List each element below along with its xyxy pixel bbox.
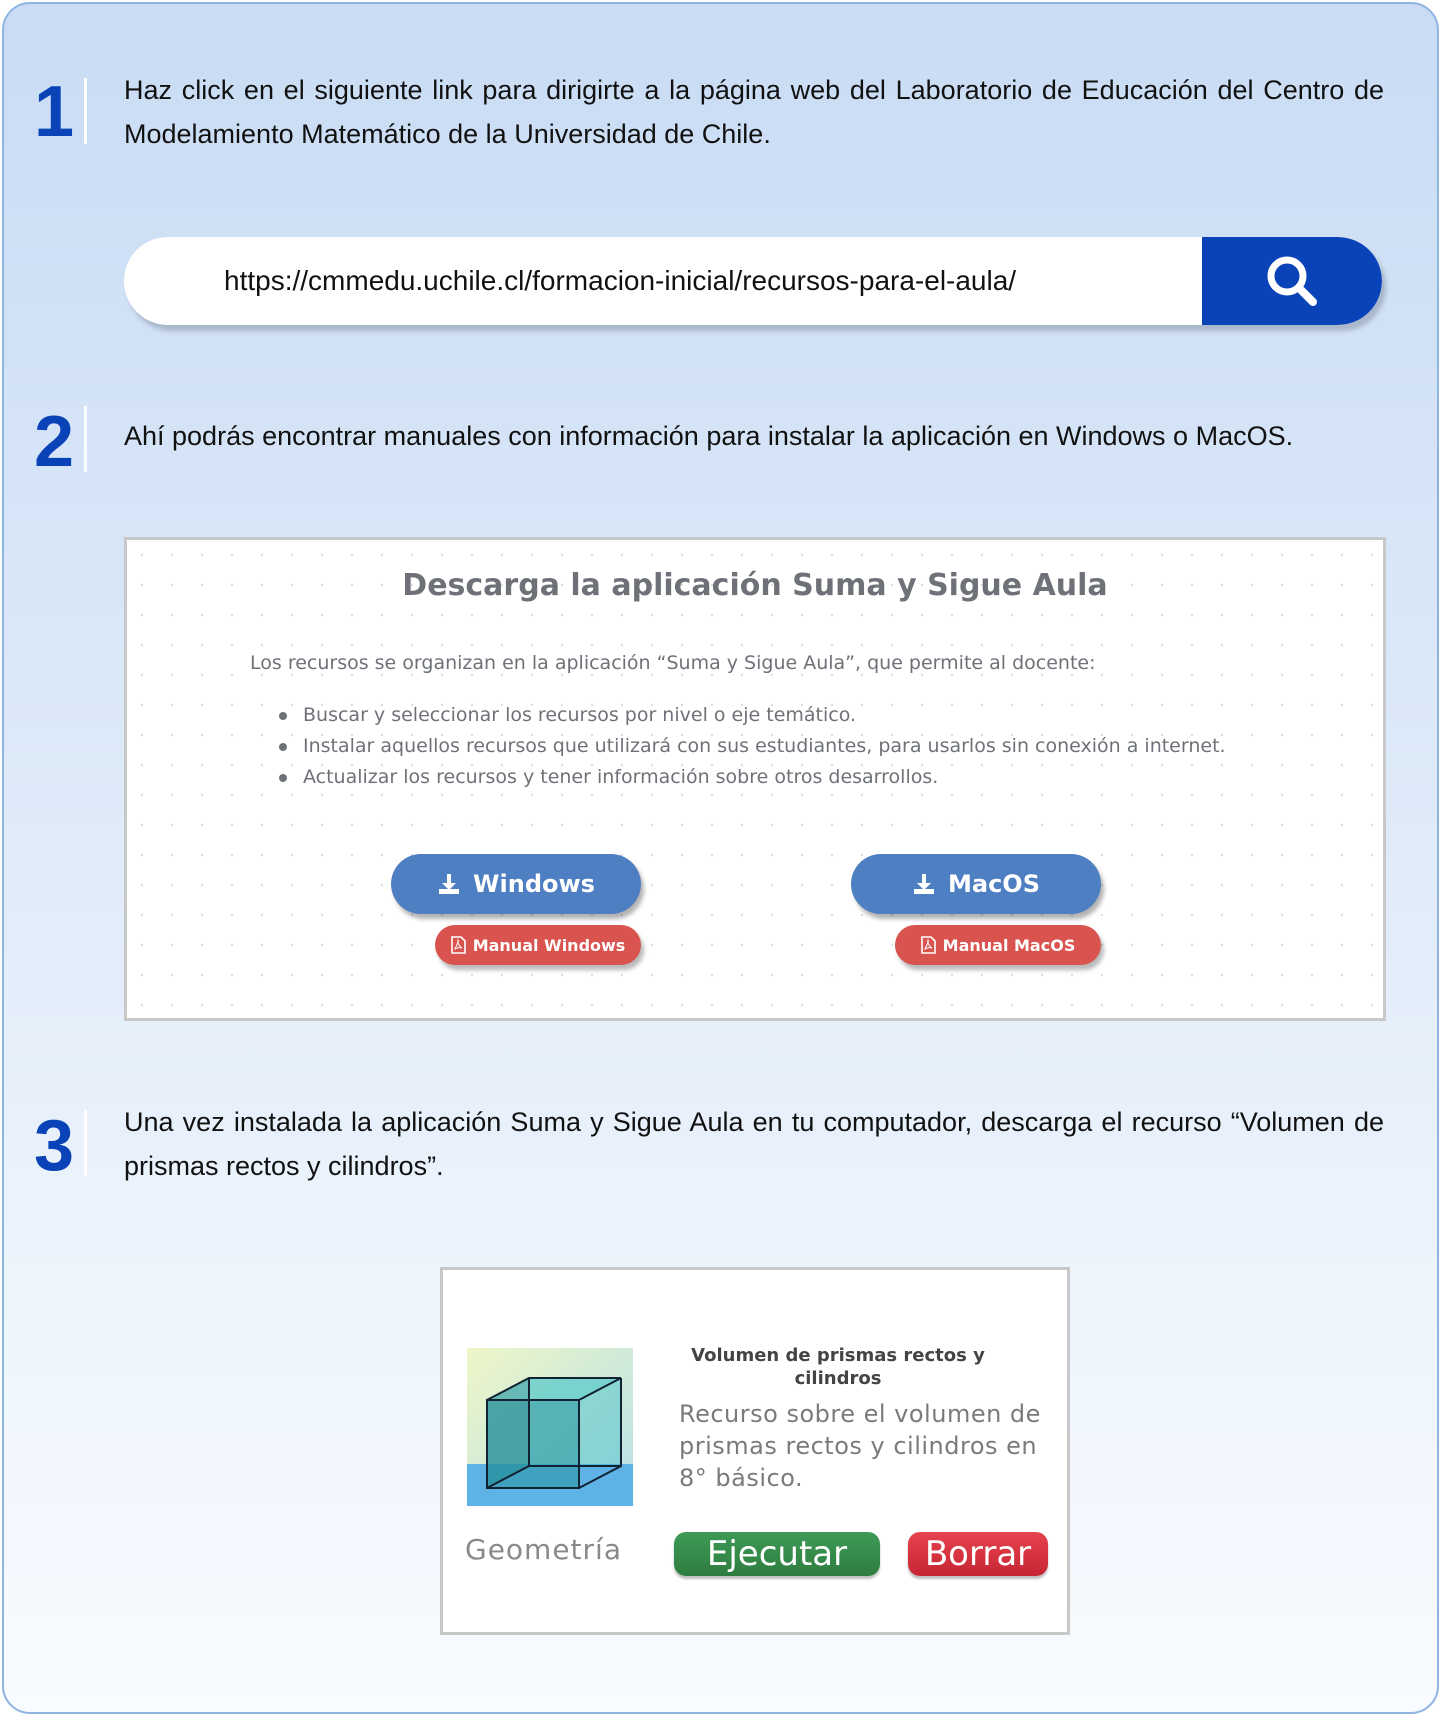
prism-water-icon	[467, 1348, 633, 1506]
step-2-divider	[84, 406, 87, 472]
resource-title: Volumen de prismas rectos y cilindros	[691, 1345, 985, 1389]
download-panel-intro: Los recursos se organizan en la aplicación “Suma y Sigue Aula”, que permite al docente:	[250, 652, 1096, 674]
resource-category: Geometría	[465, 1533, 622, 1566]
magnifier-icon	[1265, 254, 1319, 308]
resource-description: Recurso sobre el volumen de prismas rectos y cilindros en 8° básico.	[679, 1400, 1041, 1492]
step-3-divider	[84, 1110, 87, 1176]
url-bar[interactable]	[124, 237, 1382, 325]
list-item: Instalar aquellos recursos que utilizará con sus estudiantes, para usarlos sin conexión a internet.	[279, 731, 1226, 762]
list-item: Actualizar los recursos y tener información sobre otros desarrollos.	[279, 762, 1226, 793]
manual-windows-button[interactable]	[435, 925, 641, 965]
step-2-number: 2	[34, 402, 75, 482]
url-text[interactable]: https://cmmedu.uchile.cl/formacion-inicial/recursos-para-el-aula/	[224, 265, 1017, 296]
download-panel-title: Descarga la aplicación Suma y Sigue Aula	[402, 568, 1108, 603]
pdf-icon	[451, 936, 466, 954]
step-1-divider	[84, 78, 87, 144]
manual-macos-label: Manual MacOS	[942, 935, 1076, 955]
macos-download-button[interactable]	[851, 854, 1101, 914]
step-1-text: Haz click en el siguiente link para dirigirte a la página web del Laboratorio de Educación del Centro de Modelamiento Matemático de la Universidad de Chile.	[124, 75, 1384, 149]
windows-download-label: Windows	[473, 870, 595, 898]
search-button[interactable]	[1202, 237, 1382, 325]
step-3-number: 3	[34, 1106, 75, 1186]
step-2-text: Ahí podrás encontrar manuales con información para instalar la aplicación en Windows o MacOS.	[124, 421, 1294, 451]
pdf-icon	[921, 936, 936, 954]
download-icon	[912, 872, 936, 896]
download-icon	[437, 872, 461, 896]
download-panel	[124, 537, 1386, 1021]
instructions-card	[2, 2, 1439, 1714]
macos-download-label: MacOS	[948, 870, 1040, 898]
step-3-text: Una vez instalada la aplicación Suma y Sigue Aula en tu computador, descarga el recurso “Volumen de prismas rectos y cilindros”.	[124, 1107, 1384, 1181]
manual-windows-label: Manual Windows	[472, 935, 626, 955]
delete-button[interactable]: Borrar	[908, 1532, 1048, 1576]
list-item: Buscar y seleccionar los recursos por nivel o eje temático.	[279, 700, 1226, 731]
resource-card	[440, 1267, 1070, 1635]
feature-list	[279, 700, 1226, 793]
step-1-number: 1	[34, 72, 75, 152]
manual-macos-button[interactable]	[895, 925, 1101, 965]
run-button[interactable]: Ejecutar	[674, 1532, 880, 1576]
windows-download-button[interactable]	[391, 854, 641, 914]
